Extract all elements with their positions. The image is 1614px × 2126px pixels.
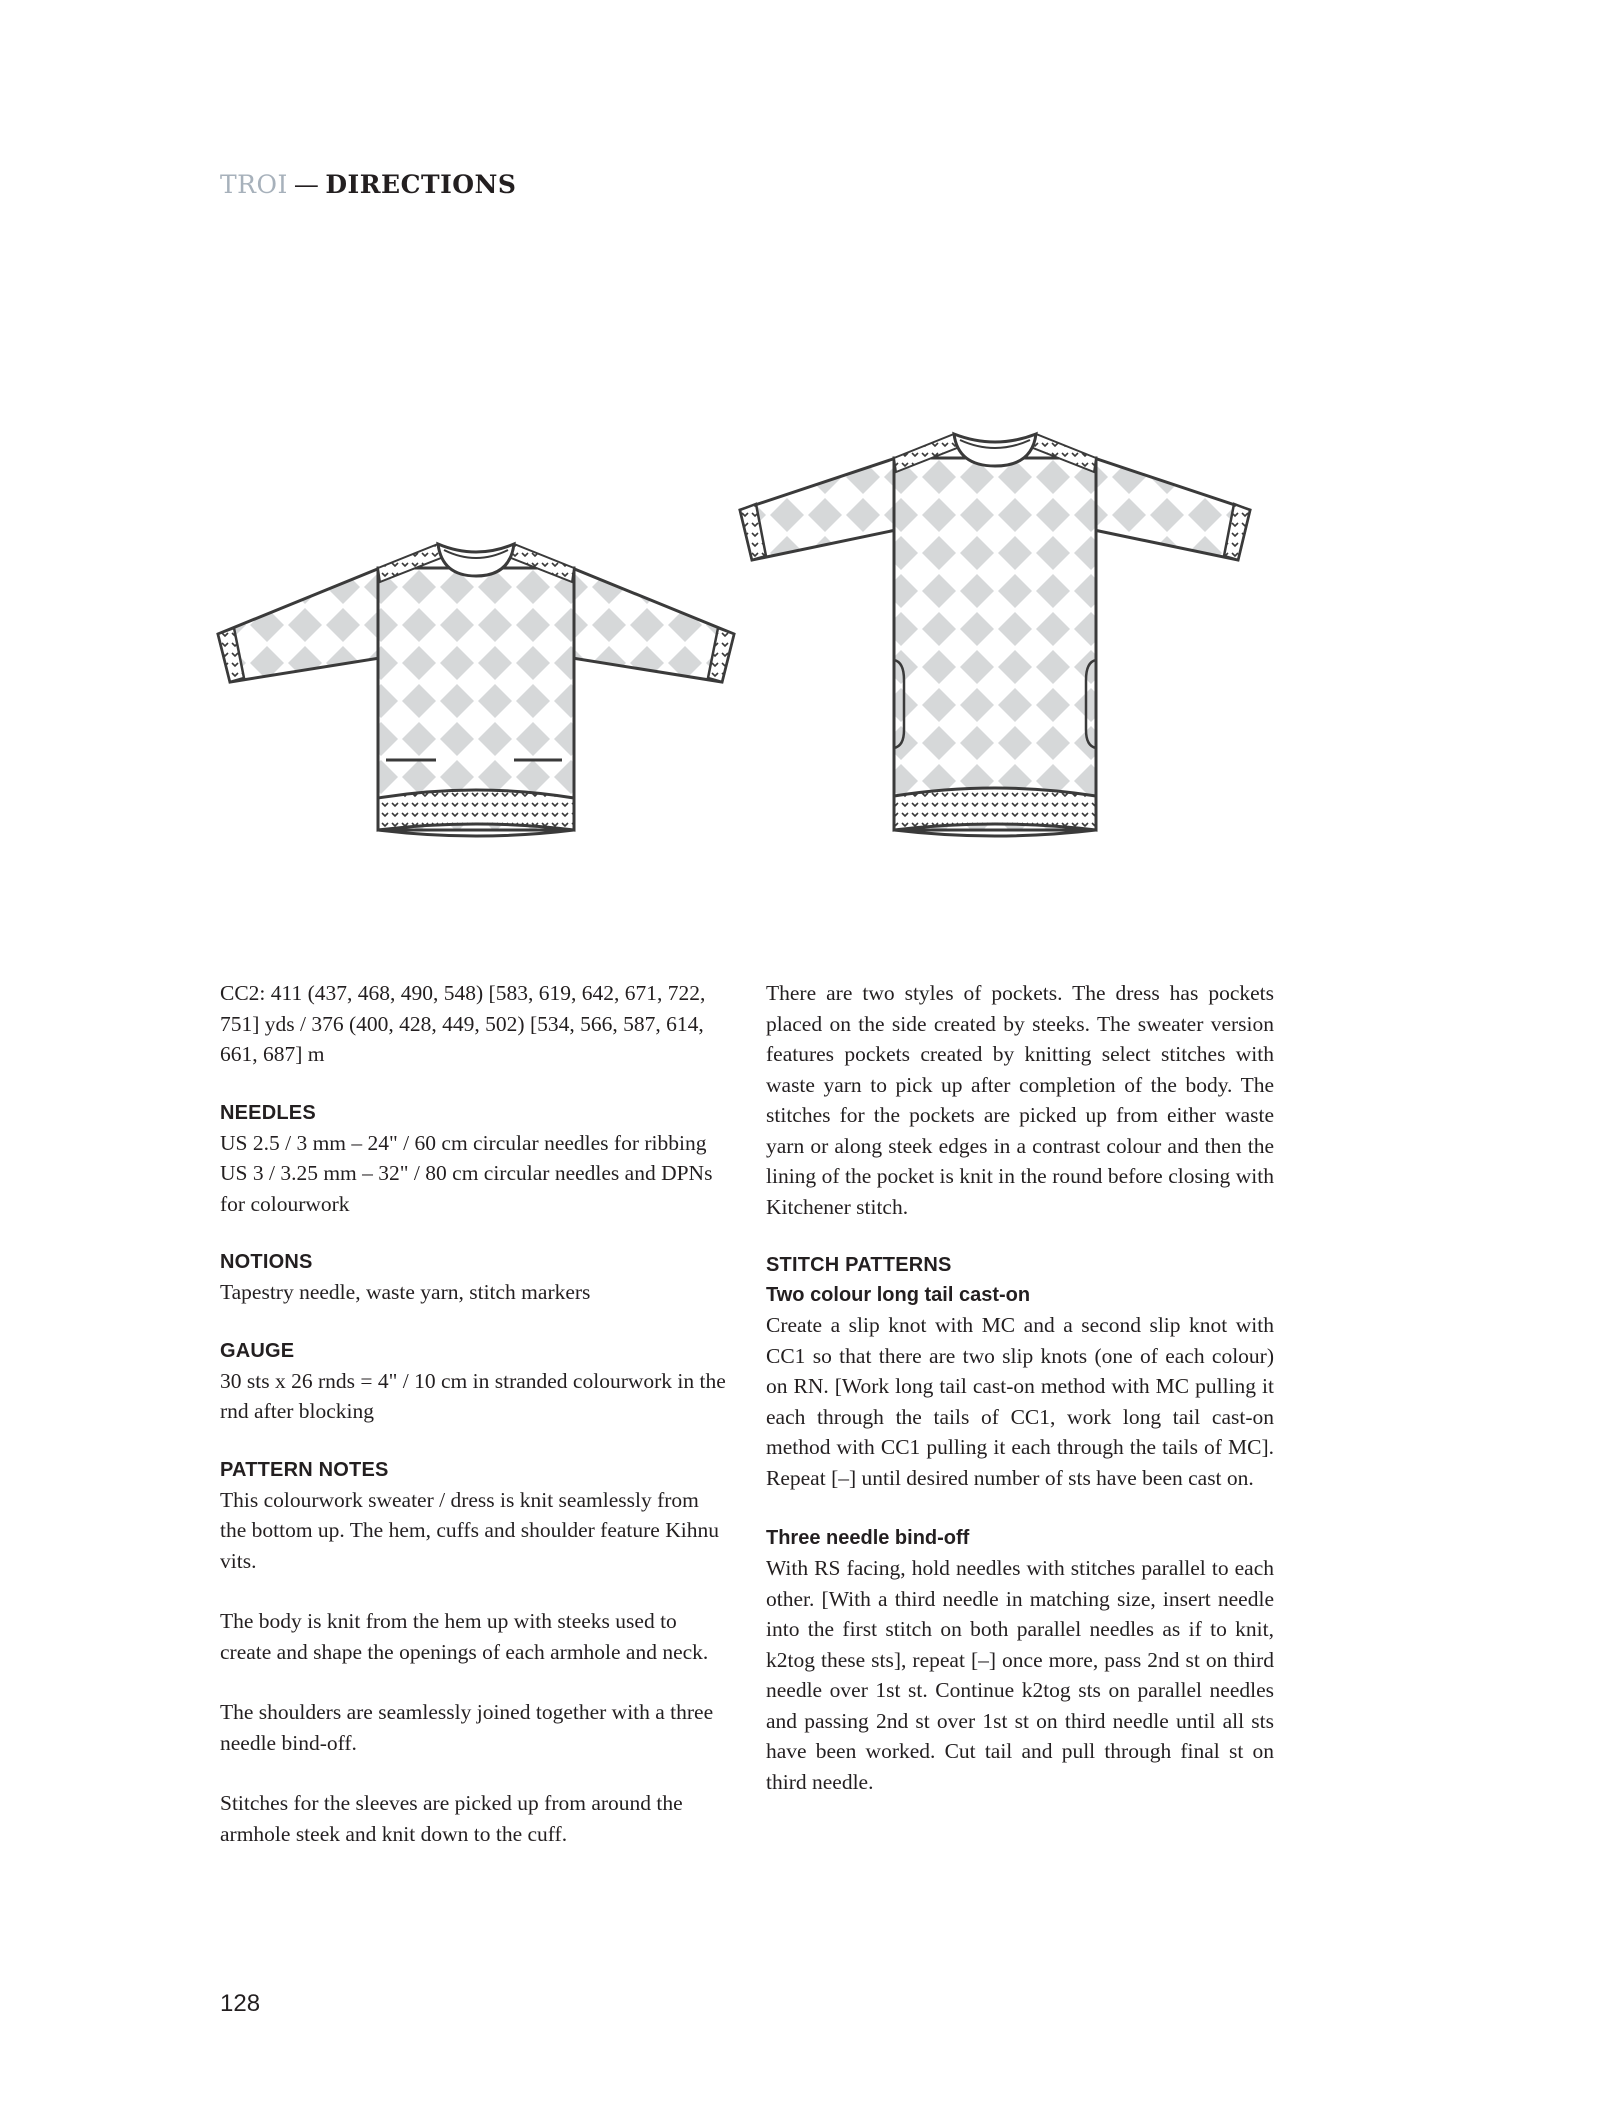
gauge-text: 30 sts x 26 rnds = 4" / 10 cm in stranded colourwork in the rnd after blocking [220,1368,726,1423]
cast-on-title: Two colour long tail cast-on [766,1284,1031,1306]
needles-line-1: US 2.5 / 3 mm – 24" / 60 cm circular needles for ribbing [220,1130,707,1155]
notions-section [220,1247,728,1308]
left-column [220,978,728,1879]
sweater-sketch-icon [210,530,780,850]
needles-heading: NEEDLES [220,1101,316,1124]
yarn-requirements-cc2 [220,978,728,1070]
gauge-section [220,1336,728,1427]
pockets-description [766,978,1274,1222]
pattern-notes-section [220,1455,728,1850]
stitch-patterns-section [766,1250,1274,1797]
yarn-cc2-text: CC2: 411 (437, 468, 490, 548) [583, 619, 642, 671, 722, 751] yds / 376 (400, 428, 449, 502) [534, 566, 587, 614, 661, 687] m [220,981,706,1066]
dress-sketch-icon [730,420,1300,850]
page-number: 128 [220,1990,261,2017]
stitch-patterns-heading: STITCH PATTERNS [766,1254,952,1276]
garment-illustrations [200,420,1300,850]
page-header [220,170,516,199]
notions-text: Tapestry needle, waste yarn, stitch markers [220,1280,591,1304]
pattern-notes-paragraph: Stitches for the sleeves are picked up from around the armhole steek and knit down to the cuff. [220,1791,683,1846]
pattern-notes-paragraph: The shoulders are seamlessly joined together with a three needle bind-off. [220,1700,714,1755]
bind-off-title: Three needle bind-off [766,1527,970,1549]
bind-off-text: With RS facing, hold needles with stitches parallel to each other. [With a third needle in matching size, insert needle into the first stitch on both parallel needles as if to knit, k2tog these sts], repeat [–] once more, pass 2nd st on third needle over 1st st. Continue k2tog sts on parallel needles and passing 2nd st over 1st st on third needle until all sts have been worked. Cut tail and pull through final st on third needle. [766,1556,1274,1794]
needles-section [220,1098,728,1220]
needles-line-2: US 3 / 3.25 mm – 32" / 80 cm circular needles and DPNs for colourwork [220,1161,713,1216]
notions-heading: NOTIONS [220,1251,313,1273]
right-column [766,978,1274,1827]
pattern-notes-paragraph: The body is knit from the hem up with steeks used to create and shape the openings of each armhole and neck. [220,1609,709,1664]
header-separator: — [293,170,320,199]
gauge-heading: GAUGE [220,1339,295,1362]
section-title: DIRECTIONS [325,170,517,199]
pattern-notes-heading: PATTERN NOTES [220,1458,389,1481]
pockets-text: There are two styles of pockets. The dress has pockets placed on the side created by steeks. The sweater version features pockets created by knitting select stitches with waste yarn to pick up after completion of the body. The stitches for the pockets are picked up from either waste yarn or along steek edges in a contrast colour and then the lining of the pocket is knit in the round before closing with Kitchener stitch. [766,981,1274,1219]
cast-on-text: Create a slip knot with MC and a second slip knot with CC1 so that there are two slip knots (one of each colour) on RN. [Work long tail cast-on method with MC pulling it each through the tails of CC1, work long tail cast-on method with CC1 pulling it each through the tails of MC]. Repeat [–] until desired number of sts have been cast on. [766,1313,1274,1490]
pattern-name: TROI [220,170,288,199]
pattern-notes-paragraph: This colourwork sweater / dress is knit seamlessly from the bottom up. The hem, cuffs and shoulder feature Kihnu vits. [220,1487,719,1573]
